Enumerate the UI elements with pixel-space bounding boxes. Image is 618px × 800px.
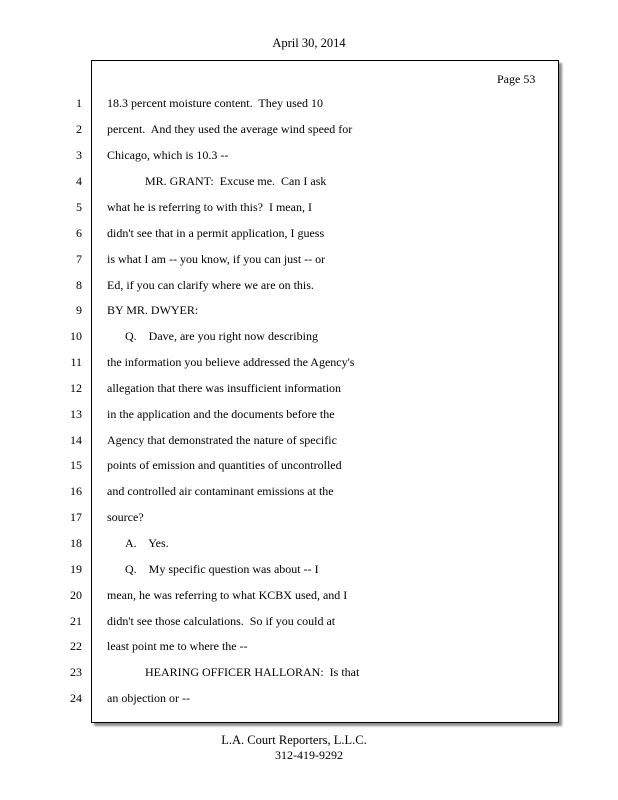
line-text: source?: [107, 510, 144, 524]
line-number: 16: [70, 484, 82, 498]
line-number: 24: [70, 691, 82, 705]
header-date: April 30, 2014: [272, 36, 346, 50]
line-text: allegation that there was insufficient information: [107, 381, 342, 395]
line-text: Ed, if you can clarify where we are on this.: [107, 278, 314, 292]
line-number: 4: [76, 174, 82, 188]
line-text: points of emission and quantities of uncontrolled: [107, 458, 342, 472]
line-text: didn't see that in a permit application, I guess: [107, 226, 325, 240]
line-text: is what I am -- you know, if you can just -- or: [107, 252, 326, 266]
line-number: 1: [76, 96, 82, 110]
line-text: didn't see those calculations. So if you could at: [107, 614, 336, 628]
line-number: 2: [76, 122, 82, 136]
line-text: the information you believe addressed the Agency's: [107, 355, 355, 369]
line-number: 8: [76, 278, 82, 292]
line-number: 5: [76, 200, 82, 214]
line-number: 20: [70, 588, 82, 602]
line-number: 18: [70, 536, 82, 550]
line-text: percent. And they used the average wind speed for: [107, 122, 353, 136]
line-number: 23: [70, 665, 82, 679]
line-text: and controlled air contaminant emissions at the: [107, 484, 334, 498]
line-text: Chicago, which is 10.3 --: [107, 148, 229, 162]
line-text: Q. Dave, are you right now describing: [125, 329, 318, 343]
line-text: what he is referring to with this? I mean, I: [107, 200, 312, 214]
line-text: 18.3 percent moisture content. They used 10: [107, 96, 324, 110]
line-text: mean, he was referring to what KCBX used, and I: [107, 588, 348, 602]
line-text: HEARING OFFICER HALLORAN: Is that: [145, 665, 360, 679]
line-text: in the application and the documents before the: [107, 407, 335, 421]
line-text: MR. GRANT: Excuse me. Can I ask: [145, 174, 327, 188]
footer-phone: 312-419-9292: [275, 748, 343, 762]
line-number: 13: [70, 407, 82, 421]
line-text: A. Yes.: [125, 536, 169, 550]
line-number: 6: [76, 226, 82, 240]
line-number: 3: [76, 148, 82, 162]
line-number: 19: [70, 562, 82, 576]
line-text: least point me to where the --: [107, 639, 248, 653]
line-number: 12: [70, 381, 82, 395]
line-number: 21: [70, 614, 82, 628]
line-number: 9: [76, 303, 82, 317]
line-text: BY MR. DWYER:: [107, 303, 199, 317]
line-number: 7: [76, 252, 82, 266]
page-number: Page 53: [497, 72, 536, 86]
line-number: 14: [70, 433, 82, 447]
line-number: 15: [70, 458, 82, 472]
footer-company: L.A. Court Reporters, L.L.C.: [221, 733, 367, 747]
line-number: 17: [70, 510, 82, 524]
line-text: an objection or --: [107, 691, 190, 705]
line-text: Agency that demonstrated the nature of specific: [107, 433, 337, 447]
line-text: Q. My specific question was about -- I: [125, 562, 319, 576]
line-number: 11: [70, 355, 82, 369]
line-number: 10: [70, 329, 82, 343]
line-number: 22: [70, 639, 82, 653]
